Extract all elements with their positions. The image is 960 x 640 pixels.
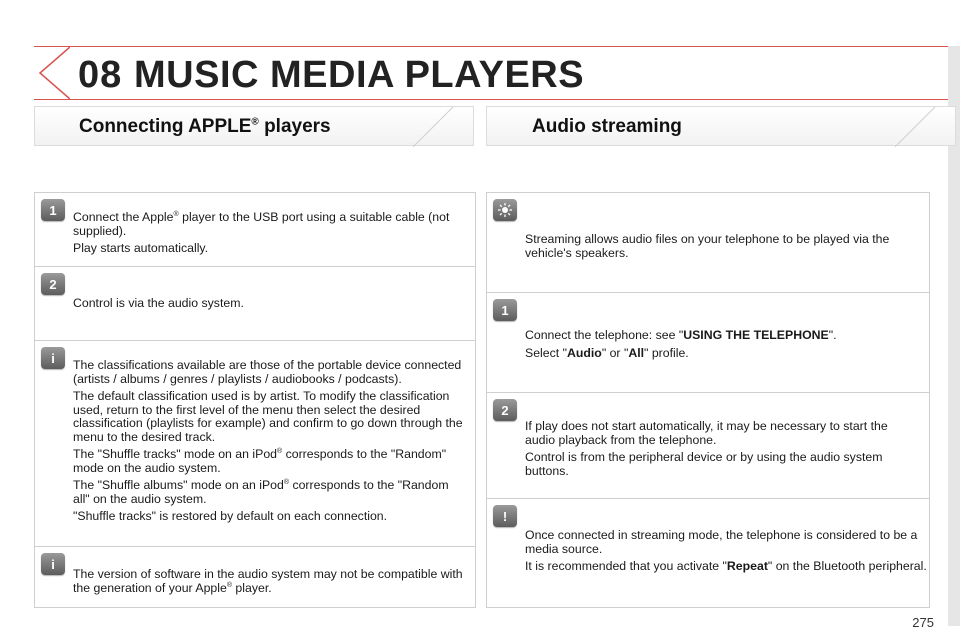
row-text: The version of software in the audio system may not be compatible with the generation of your Apple® player. <box>73 567 463 595</box>
chapter-title: MUSIC MEDIA PLAYERS <box>134 54 585 96</box>
instruction-row <box>35 193 475 267</box>
right-instructions-box <box>486 192 930 608</box>
warning-row <box>487 499 929 609</box>
info-icon: i <box>41 347 65 369</box>
row-text: The classifications available are those of the portable device connected (artists / albums / genres / playlists / audiobooks / podcasts). The default classification used is by artist. To modify the classification used, return to the first level of the menu then select the desired classification (playlists for example) and confirm to go down through the menu to the desired track. The "Shuffle tracks" mode on an iPod® corresponds to the "Random" mode on the audio system. The "Shuffle albums" mode on an iPod® corresponds to the "Random all" on the audio system. "Shuffle tracks" is restored by default on each connection. <box>73 358 463 523</box>
page-number: 275 <box>912 615 934 630</box>
row-text: Connect the Apple® player to the USB port using a suitable cable (not supplied). Play starts automatically. <box>73 210 450 255</box>
number-two-icon: 2 <box>493 399 517 421</box>
row-text: Once connected in streaming mode, the telephone is considered to be a media source. It is recommended that you activate "Repeat" on the Bluetooth peripheral. <box>525 528 927 573</box>
row-text: If play does not start automatically, it may be necessary to start the audio playback from the telephone. Control is from the peripheral device or by using the audio system buttons. <box>525 419 888 478</box>
row-text: Control is via the audio system. <box>73 296 244 310</box>
info-icon: i <box>41 553 65 575</box>
right-section-title: Audio streaming <box>532 116 682 137</box>
chapter-number: 08 <box>78 54 123 96</box>
exclamation-icon: ! <box>493 505 517 527</box>
lightbulb-icon <box>493 199 517 221</box>
row-text: Streaming allows audio files on your telephone to be played via the vehicle's speakers. <box>525 232 890 260</box>
instruction-row <box>487 293 929 393</box>
instruction-row <box>487 393 929 499</box>
header-chevron-decoration <box>10 46 70 100</box>
header-diagonal-decoration <box>895 107 955 147</box>
number-one-icon: 1 <box>493 299 517 321</box>
info-row <box>35 547 475 609</box>
number-two-icon: 2 <box>41 273 65 295</box>
info-row <box>35 341 475 547</box>
row-text: Connect the telephone: see "USING THE TELEPHONE". Select "Audio" or "All" profile. <box>525 328 837 360</box>
instruction-row <box>35 267 475 341</box>
tip-row <box>487 193 929 293</box>
header-diagonal-decoration <box>413 107 473 147</box>
left-section-title: Connecting APPLE® players <box>79 116 331 137</box>
number-one-icon: 1 <box>41 199 65 221</box>
left-instructions-box <box>34 192 476 608</box>
